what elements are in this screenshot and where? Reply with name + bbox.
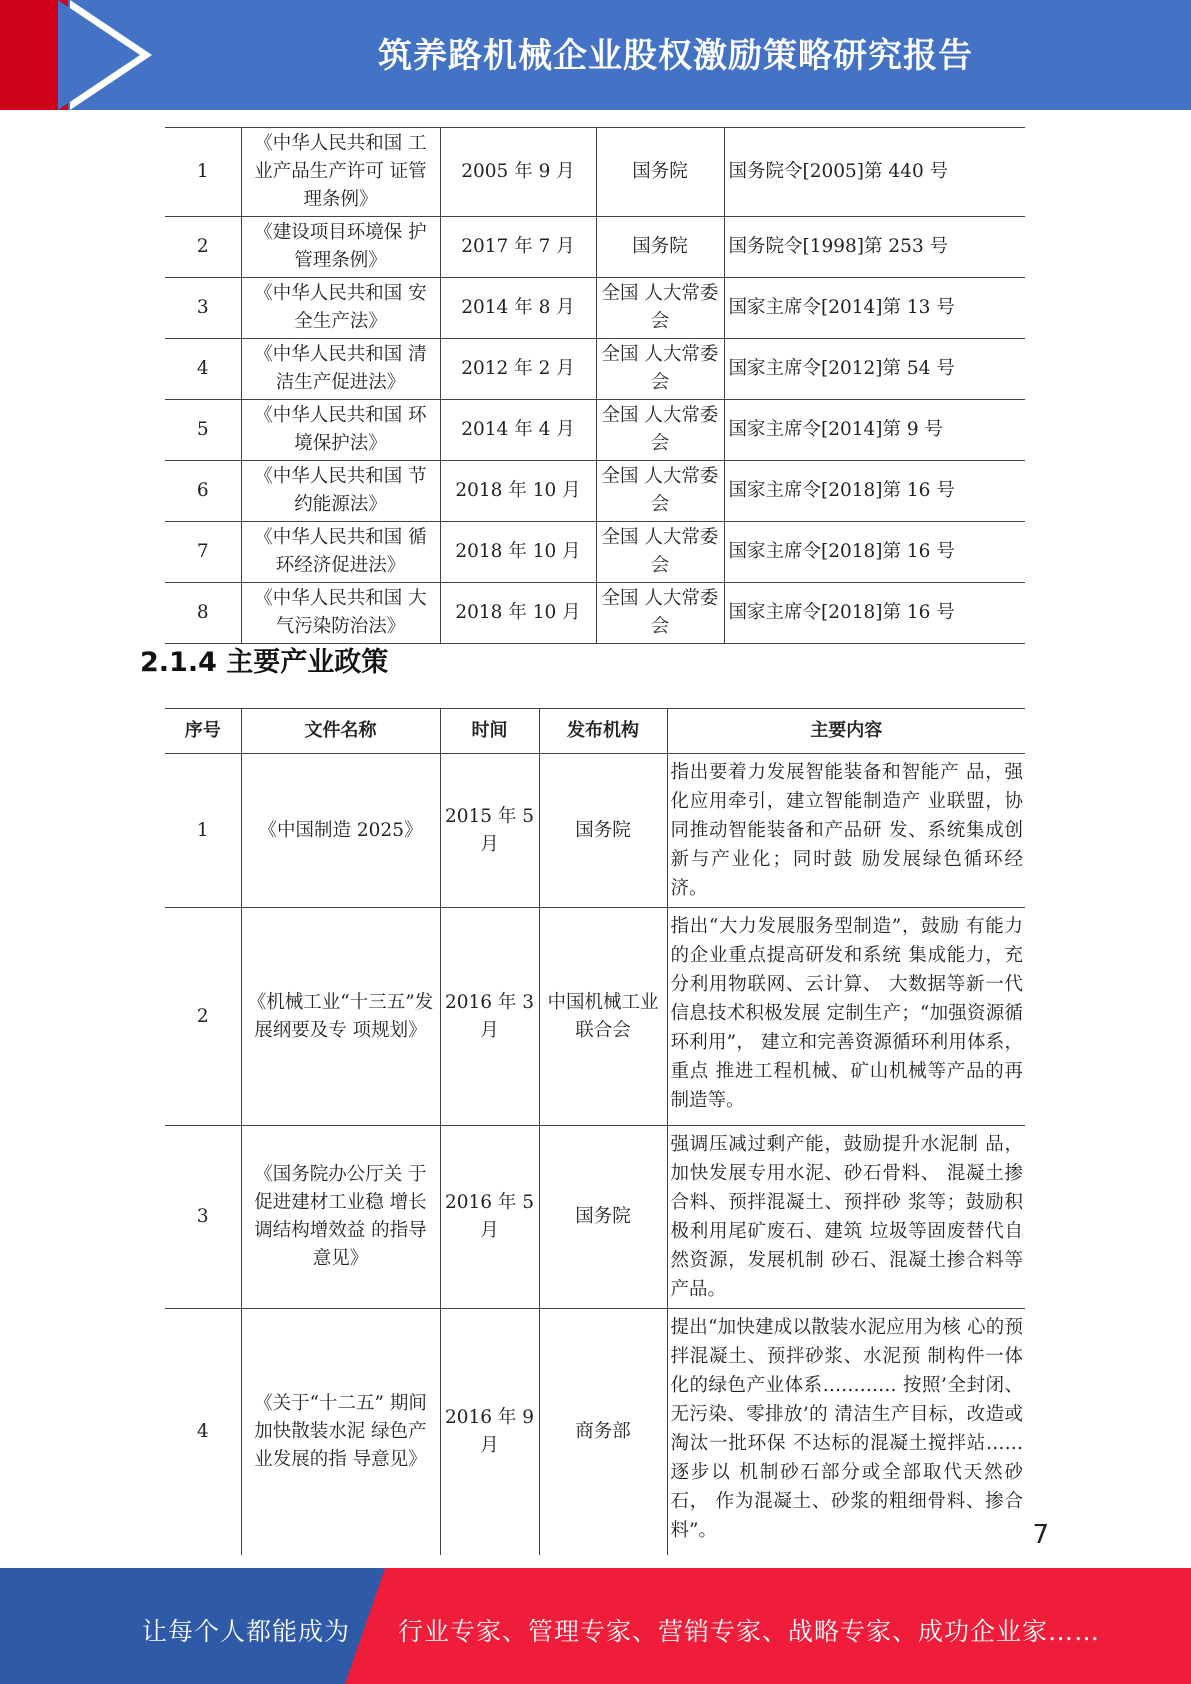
table-row (165, 339, 1025, 400)
table-row (165, 522, 1025, 583)
table-row (165, 908, 1025, 1126)
issue-time: 2005 年 9 月 (440, 128, 596, 217)
issuing-body: 国务院 (539, 1126, 667, 1309)
table-row (165, 217, 1025, 278)
issuing-body: 国务院 (596, 128, 724, 217)
document-name: 《中华人民共和国 大气污染防治法》 (241, 583, 440, 644)
issuing-body: 全国 人大常委会 (596, 400, 724, 461)
issue-time: 2014 年 4 月 (440, 400, 596, 461)
row-number: 5 (165, 400, 241, 461)
document-name: 《中华人民共和国 循环经济促进法》 (241, 522, 440, 583)
issuing-body: 全国 人大常委会 (596, 583, 724, 644)
issue-time: 2016 年 9 月 (440, 1309, 539, 1555)
issuing-body: 全国 人大常委会 (596, 522, 724, 583)
document-name: 《关于“十二五” 期间加快散装水泥 绿色产业发展的指 导意见》 (241, 1309, 440, 1555)
row-number: 3 (165, 278, 241, 339)
footer-banner (0, 1568, 1191, 1684)
row-number: 2 (165, 217, 241, 278)
issue-time: 2017 年 7 月 (440, 217, 596, 278)
document-number: 国家主席令[2014]第 13 号 (724, 278, 1025, 339)
main-content: 提出“加快建成以散装水泥应用为核 心的预拌混凝土、预拌砂浆、水泥预 制构件一体化的绿色产业体系………… 按照’全封闭、无污染、零排放’的 清洁生产目标，改造或淘汰一批环保 不达标的混凝土搅拌站……逐步以 机制砂石部分或全部取代天然砂石， 作为混凝土、砂浆的粗细骨料、掺合 料”。 (667, 1309, 1025, 1555)
document-number: 国务院令[1998]第 253 号 (724, 217, 1025, 278)
page-number: 7 (1032, 1520, 1049, 1550)
document-number: 国家主席令[2018]第 16 号 (724, 461, 1025, 522)
table-row (165, 400, 1025, 461)
main-content: 指出“大力发展服务型制造”，鼓励 有能力的企业重点提高研发和系统 集成能力，充分利用物联网、云计算、 大数据等新一代信息技术积极发展 定制生产；“加强资源循环利用”， 建立和完善资源循环利用体系，重点 推进工程机械、矿山机械等产品的再 制造等。 (667, 908, 1025, 1126)
issue-time: 2016 年 5 月 (440, 1126, 539, 1309)
issue-time: 2015 年 5 月 (440, 754, 539, 908)
row-number: 6 (165, 461, 241, 522)
document-number: 国家主席令[2012]第 54 号 (724, 339, 1025, 400)
main-content: 强调压减过剩产能，鼓励提升水泥制 品，加快发展专用水泥、砂石骨料、 混凝土掺合料、预拌混凝土、预拌砂 浆等；鼓励积极利用尾矿废石、建筑 垃圾等固废替代自然资源，发展机制 砂石、混凝土掺合料等产品。 (667, 1126, 1025, 1309)
footer-slogan-right: 行业专家、管理专家、营销专家、战略专家、成功企业家…… (398, 1617, 1101, 1646)
issuing-body: 全国 人大常委会 (596, 461, 724, 522)
document-number: 国务院令[2005]第 440 号 (724, 128, 1025, 217)
issue-time: 2018 年 10 月 (440, 583, 596, 644)
table-row (165, 754, 1025, 908)
document-name: 《中华人民共和国 节约能源法》 (241, 461, 440, 522)
issuing-body: 全国 人大常委会 (596, 339, 724, 400)
issuing-body: 国务院 (596, 217, 724, 278)
document-number: 国家主席令[2014]第 9 号 (724, 400, 1025, 461)
header-blue-chevron (58, 0, 140, 110)
document-name: 《中华人民共和国 工业产品生产许可 证管理条例》 (241, 128, 440, 217)
document-name: 《建设项目环境保 护管理条例》 (241, 217, 440, 278)
row-number: 8 (165, 583, 241, 644)
issue-time: 2016 年 3 月 (440, 908, 539, 1126)
issue-time: 2014 年 8 月 (440, 278, 596, 339)
document-name: 《中华人民共和国 环境保护法》 (241, 400, 440, 461)
row-number: 1 (165, 754, 241, 908)
document-name: 《机械工业“十三五”发展纲要及专 项规划》 (241, 908, 440, 1126)
row-number: 7 (165, 522, 241, 583)
issuing-body: 国务院 (539, 754, 667, 908)
regulations-table (165, 127, 1025, 644)
issuing-body: 商务部 (539, 1309, 667, 1555)
header-time: 时间 (440, 709, 539, 754)
document-number: 国家主席令[2018]第 16 号 (724, 583, 1025, 644)
header-main-content: 主要内容 (667, 709, 1025, 754)
footer-blue-slant (345, 1568, 385, 1684)
table-row (165, 461, 1025, 522)
header-document-name: 文件名称 (241, 709, 440, 754)
table-row (165, 278, 1025, 339)
section-heading: 2.1.4 主要产业政策 (140, 647, 389, 678)
issuing-body: 中国机械工业联合会 (539, 908, 667, 1126)
issuing-body: 全国 人大常委会 (596, 278, 724, 339)
header-number: 序号 (165, 709, 241, 754)
issue-time: 2018 年 10 月 (440, 522, 596, 583)
table-header-row (165, 709, 1025, 754)
table-row (165, 583, 1025, 644)
issue-time: 2018 年 10 月 (440, 461, 596, 522)
row-number: 2 (165, 908, 241, 1126)
table-row (165, 1309, 1025, 1555)
table-row (165, 1126, 1025, 1309)
header-banner (0, 0, 1191, 110)
document-name: 《中国制造 2025》 (241, 754, 440, 908)
report-title: 筑养路机械企业股权激励策略研究报告 (378, 36, 973, 76)
document-number: 国家主席令[2018]第 16 号 (724, 522, 1025, 583)
document-name: 《国务院办公厅关 于促进建材工业稳 增长调结构增效益 的指导意见》 (241, 1126, 440, 1309)
row-number: 1 (165, 128, 241, 217)
footer-slogan-left: 让每个人都能成为 (142, 1617, 351, 1646)
issue-time: 2012 年 2 月 (440, 339, 596, 400)
industry-policy-table (165, 708, 1025, 1555)
row-number: 4 (165, 339, 241, 400)
row-number: 3 (165, 1126, 241, 1309)
main-content: 指出要着力发展智能装备和智能产 品，强化应用牵引，建立智能制造产 业联盟，协同推动智能装备和产品研 发、系统集成创新与产业化；同时鼓 励发展绿色循环经济。 (667, 754, 1025, 908)
document-name: 《中华人民共和国 清洁生产促进法》 (241, 339, 440, 400)
row-number: 4 (165, 1309, 241, 1555)
document-name: 《中华人民共和国 安全生产法》 (241, 278, 440, 339)
table-row (165, 128, 1025, 217)
header-issuing-body: 发布机构 (539, 709, 667, 754)
